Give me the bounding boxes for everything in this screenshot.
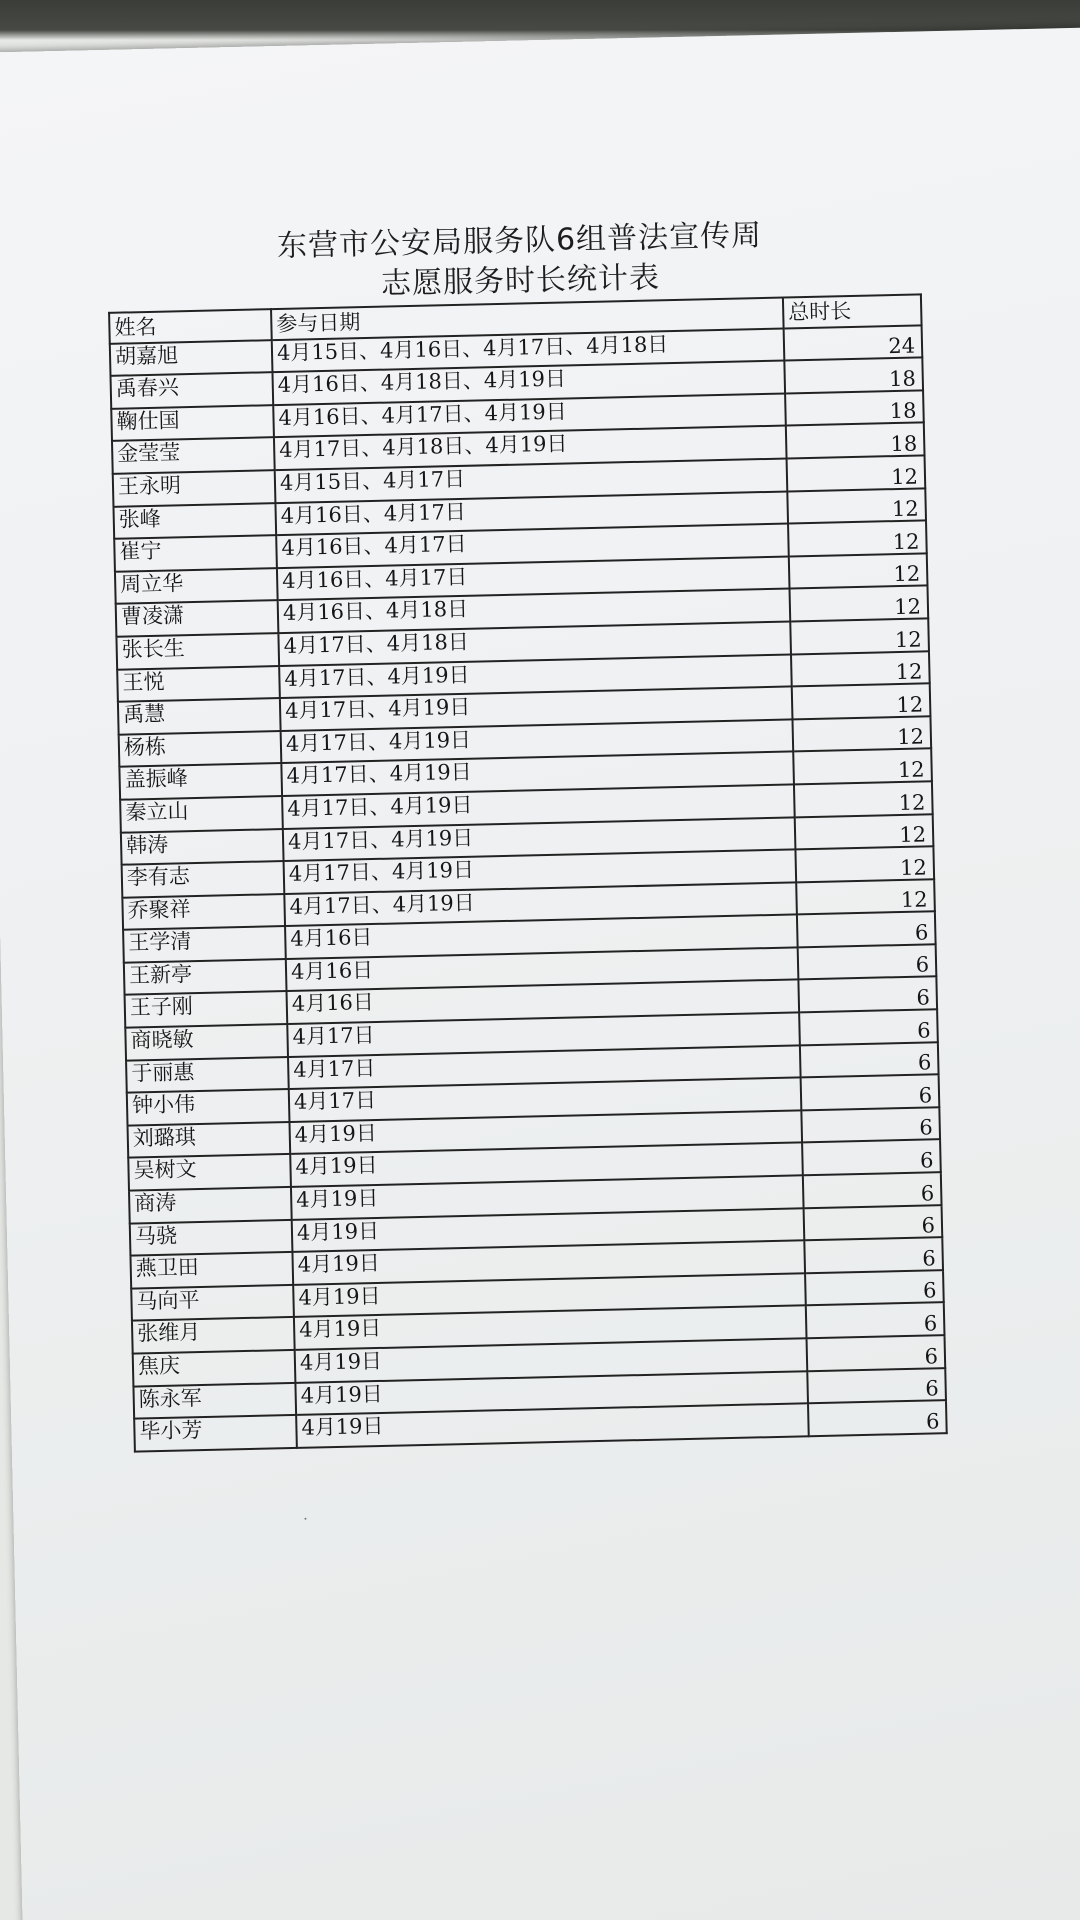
cell-name: 秦立山 <box>120 796 283 832</box>
volunteer-hours-table-container <box>108 293 946 1452</box>
cell-dates: 4月17日、4月19日 <box>282 784 795 828</box>
cell-hours: 6 <box>804 1237 943 1273</box>
cell-dates: 4月17日、4月19日 <box>279 654 792 698</box>
cell-hours: 18 <box>785 390 924 426</box>
cell-name: 钟小伟 <box>127 1089 290 1125</box>
cell-hours: 6 <box>805 1270 944 1306</box>
cell-hours: 12 <box>796 879 935 915</box>
cell-dates: 4月17日、4月18日、4月19日 <box>274 426 787 470</box>
cell-name: 马骁 <box>130 1220 293 1256</box>
cell-hours: 6 <box>806 1303 945 1339</box>
header-hours: 总时长 <box>783 294 922 328</box>
header-name: 姓名 <box>109 309 272 343</box>
cell-hours: 12 <box>794 781 933 817</box>
cell-hours: 24 <box>784 325 923 361</box>
cell-hours: 12 <box>791 651 930 687</box>
cell-dates: 4月17日、4月19日 <box>284 882 797 926</box>
cell-dates: 4月17日、4月18日 <box>278 621 791 665</box>
cell-dates: 4月16日、4月18日、4月19日 <box>272 361 785 405</box>
cell-dates: 4月19日 <box>289 1110 802 1154</box>
cell-name: 盖振峰 <box>119 763 282 799</box>
cell-hours: 6 <box>801 1107 940 1143</box>
cell-dates: 4月19日 <box>292 1208 805 1252</box>
cell-name: 吴树文 <box>128 1154 291 1190</box>
cell-hours: 6 <box>803 1172 942 1208</box>
cell-name: 禹春兴 <box>111 372 274 408</box>
cell-dates: 4月19日 <box>295 1338 808 1382</box>
cell-dates: 4月19日 <box>296 1403 809 1447</box>
cell-hours: 6 <box>800 1042 939 1078</box>
cell-hours: 12 <box>795 846 934 882</box>
cell-hours: 6 <box>799 1009 938 1045</box>
paper-sheet <box>0 27 1080 1920</box>
cell-hours: 12 <box>788 521 927 557</box>
cell-name: 曹凌潇 <box>116 600 279 636</box>
cell-hours: 12 <box>787 488 926 524</box>
cell-dates: 4月16日 <box>285 915 798 959</box>
cell-name: 马向平 <box>131 1285 294 1321</box>
cell-dates: 4月17日 <box>289 1078 802 1122</box>
cell-name: 张长生 <box>116 633 279 669</box>
cell-hours: 12 <box>790 618 929 654</box>
cell-name: 乔聚祥 <box>122 894 285 930</box>
cell-name: 毕小芳 <box>134 1415 297 1451</box>
cell-hours: 12 <box>793 749 932 785</box>
cell-name: 张峰 <box>113 503 276 539</box>
cell-hours: 12 <box>790 586 929 622</box>
cell-dates: 4月15日、4月16日、4月17日、4月18日 <box>272 328 785 372</box>
cell-dates: 4月16日、4月18日 <box>278 589 791 633</box>
cell-dates: 4月16日、4月17日 <box>276 524 789 568</box>
cell-name: 胡嘉旭 <box>110 340 273 376</box>
cell-hours: 6 <box>798 944 937 980</box>
cell-dates: 4月17日、4月19日 <box>280 687 793 731</box>
cell-dates: 4月19日 <box>290 1143 803 1187</box>
cell-hours: 6 <box>807 1368 946 1404</box>
cell-hours: 12 <box>787 455 926 491</box>
cell-name: 崔宁 <box>114 535 277 571</box>
cell-hours: 6 <box>807 1335 946 1371</box>
cell-name: 鞠仕国 <box>111 405 274 441</box>
header-dates: 参与日期 <box>271 298 784 340</box>
paper-speck <box>304 1518 306 1520</box>
cell-name: 王永明 <box>113 470 276 506</box>
cell-name: 张维月 <box>132 1317 295 1353</box>
cell-hours: 12 <box>795 814 934 850</box>
cell-dates: 4月19日 <box>291 1175 804 1219</box>
cell-hours: 12 <box>792 716 931 752</box>
cell-dates: 4月16日、4月17日、4月19日 <box>273 393 786 437</box>
cell-dates: 4月19日 <box>292 1241 805 1285</box>
volunteer-hours-table <box>108 293 948 1452</box>
cell-hours: 6 <box>797 912 936 948</box>
cell-name: 刘璐琪 <box>128 1122 291 1158</box>
cell-hours: 6 <box>808 1400 947 1436</box>
cell-dates: 4月16日、4月17日 <box>275 491 788 535</box>
cell-name: 商涛 <box>129 1187 292 1223</box>
table-body <box>110 325 947 1451</box>
document-title: 东营市公安局服务队6组普法宣传周 <box>276 218 763 265</box>
cell-dates: 4月17日 <box>287 1012 800 1056</box>
cell-name: 王新亭 <box>124 959 287 995</box>
cell-dates: 4月17日、4月19日 <box>281 719 794 763</box>
cell-dates: 4月16日、4月17日 <box>277 556 790 600</box>
cell-name: 李有志 <box>122 861 285 897</box>
cell-name: 陈永军 <box>133 1382 296 1418</box>
cell-dates: 4月19日 <box>293 1273 806 1317</box>
cell-hours: 6 <box>798 977 937 1013</box>
cell-name: 于丽惠 <box>126 1057 289 1093</box>
cell-dates: 4月19日 <box>295 1371 808 1415</box>
cell-dates: 4月19日 <box>294 1306 807 1350</box>
cell-name: 王学清 <box>123 926 286 962</box>
cell-hours: 6 <box>804 1205 943 1241</box>
cell-dates: 4月17日、4月19日 <box>283 817 796 861</box>
cell-hours: 6 <box>801 1074 940 1110</box>
cell-name: 商晓敏 <box>125 1024 288 1060</box>
cell-hours: 12 <box>789 553 928 589</box>
cell-name: 王悦 <box>117 666 280 702</box>
cell-name: 杨栋 <box>119 731 282 767</box>
cell-hours: 6 <box>802 1140 941 1176</box>
cell-hours: 18 <box>786 423 925 459</box>
cell-name: 禹慧 <box>118 698 281 734</box>
cell-hours: 18 <box>784 358 923 394</box>
cell-dates: 4月17日、4月19日 <box>284 850 797 894</box>
cell-name: 金莹莹 <box>112 438 275 474</box>
document-subtitle: 志愿服务时长统计表 <box>380 260 661 302</box>
cell-dates: 4月15日、4月17日 <box>275 458 788 502</box>
cell-name: 周立华 <box>115 568 278 604</box>
cell-dates: 4月17日、4月19日 <box>281 752 794 796</box>
cell-name: 燕卫田 <box>130 1252 293 1288</box>
cell-name: 韩涛 <box>121 829 284 865</box>
cell-dates: 4月17日 <box>288 1045 801 1089</box>
cell-dates: 4月16日 <box>286 947 799 991</box>
cell-name: 王子刚 <box>125 991 288 1027</box>
cell-name: 焦庆 <box>133 1350 296 1386</box>
cell-hours: 12 <box>792 683 931 719</box>
cell-dates: 4月16日 <box>287 980 800 1024</box>
